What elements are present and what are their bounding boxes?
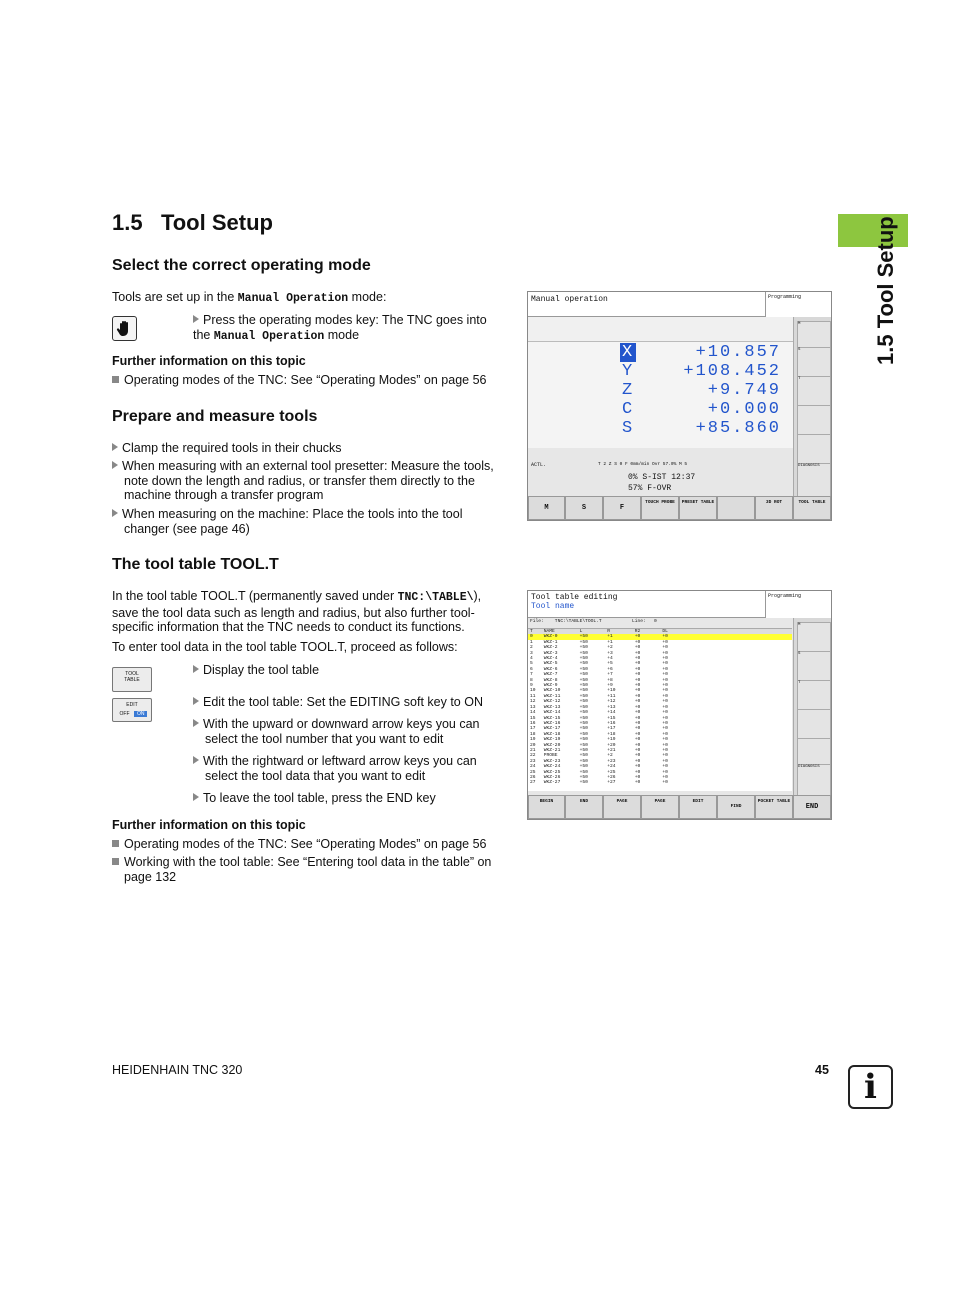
side-key-label: DIAGNOSIS	[798, 464, 820, 468]
edit-softkey-label: EDIT	[126, 702, 138, 708]
position-display	[528, 342, 794, 448]
further-info-item: Operating modes of the TNC: See “Operating Modes” on page 56	[112, 373, 512, 388]
triangle-icon	[112, 509, 118, 517]
softkey-m[interactable]: M	[528, 496, 565, 520]
table-row[interactable]: 4 WKZ-4 +50 +4 +0 +0	[530, 656, 668, 662]
side-key-label: DIAGNOSIS	[798, 765, 820, 769]
further-info-item: Working with the tool table: See “Entering tool data in the table” on page 132	[112, 855, 512, 884]
screen-mode: Programming	[765, 292, 831, 317]
manual-operation-screen	[527, 291, 832, 521]
triangle-icon	[112, 461, 118, 469]
further-info-item: Operating modes of the TNC: See “Operating Modes” on page 56	[112, 837, 512, 852]
softkey-s[interactable]: S	[565, 496, 603, 520]
table-row[interactable]: 26 WKZ-26 +50 +26 +0 +0	[530, 774, 668, 780]
tool-table-screen	[527, 590, 832, 820]
step-press-mode-key: Press the operating modes key: The TNC goes into the Manual Operation mode	[193, 313, 487, 343]
table-row[interactable]: 14 WKZ-14 +50 +14 +0 +0	[530, 710, 668, 716]
tool-table-softkey-label: TOOL TABLE	[124, 671, 140, 683]
tool-table-paragraph: In the tool table TOOL.T (permanently saved under TNC:\TABLE\), save the tool data such as length and radius, but also further tool-specific information that the TNC needs to conduct its functions.	[112, 589, 482, 634]
table-row[interactable]: 25 WKZ-25 +50 +25 +0 +0	[530, 769, 668, 775]
softkey-end-table[interactable]: END	[793, 795, 831, 819]
side-key-label: T	[798, 377, 801, 381]
list-item: Clamp the required tools in their chucks	[112, 441, 507, 456]
softkey-page-down[interactable]: PAGE	[641, 795, 679, 819]
softkey-end[interactable]: END	[565, 795, 603, 819]
table-body	[528, 634, 792, 785]
softkey-empty[interactable]	[717, 496, 755, 520]
section-title: 1.5 Tool Setup	[112, 210, 273, 235]
softkey-begin[interactable]: BEGIN	[528, 795, 565, 819]
table-row[interactable]: 27 WKZ-27 +50 +27 +0 +0	[530, 780, 668, 786]
manual-operation-key[interactable]	[112, 316, 137, 341]
table-row[interactable]: 11 WKZ-11 +50 +11 +0 +0	[530, 693, 668, 699]
step-select-tool: With the upward or downward arrow keys you can select the tool number that you want to edit	[193, 717, 503, 746]
table-row[interactable]: 8 WKZ-8 +50 +8 +0 +0	[530, 677, 668, 683]
info-icon-glyph: i	[864, 1067, 877, 1107]
softkey-find[interactable]: FIND	[717, 795, 755, 819]
table-row[interactable]: 22 PROBE +50 +2 +0 +0	[530, 753, 668, 759]
table-row[interactable]: 12 WKZ-12 +50 +12 +0 +0	[530, 699, 668, 705]
screen-mode: Programming	[765, 591, 831, 618]
info-icon	[848, 1065, 893, 1109]
triangle-icon	[193, 719, 199, 727]
screen-title: Manual operation	[528, 292, 766, 317]
square-bullet-icon	[112, 376, 119, 383]
list-item: When measuring with an external tool presetter: Measure the tools, note down the length and radius, or transfer them directly to the machine through a transfer program	[112, 459, 507, 503]
table-row[interactable]: 16 WKZ-16 +50 +16 +0 +0	[530, 720, 668, 726]
hand-icon	[113, 317, 136, 340]
triangle-icon	[193, 793, 199, 801]
side-key-label: S	[798, 348, 801, 352]
axis-label: C	[622, 400, 635, 419]
intro-text: Tools are set up in the Manual Operation mode:	[112, 290, 387, 305]
axis-value: +10.857	[695, 343, 781, 362]
step-display-table: Display the tool table	[193, 663, 503, 678]
step-edit-table: Edit the tool table: Set the EDITING soft key to ON	[193, 695, 503, 710]
subheading-tool-table: The tool table TOOL.T	[112, 556, 279, 573]
table-row[interactable]: 3 WKZ-3 +50 +3 +0 +0	[530, 650, 668, 656]
table-row[interactable]: 9 WKZ-9 +50 +9 +0 +0	[530, 683, 668, 689]
screen-title	[528, 591, 766, 618]
status-feed: 57% F-OVR	[628, 484, 672, 493]
triangle-icon	[193, 665, 199, 673]
table-row[interactable]: 20 WKZ-20 +50 +20 +0 +0	[530, 742, 668, 748]
table-row[interactable]: 2 WKZ-2 +50 +2 +0 +0	[530, 645, 668, 651]
side-key-label: T	[798, 681, 801, 685]
side-key-label: M	[798, 623, 801, 627]
softkey-page-up[interactable]: PAGE	[603, 795, 641, 819]
table-row[interactable]: 5 WKZ-5 +50 +5 +0 +0	[530, 661, 668, 667]
table-row[interactable]: 13 WKZ-13 +50 +13 +0 +0	[530, 704, 668, 710]
tool-table-softkey[interactable]	[112, 667, 152, 692]
status-row: T 2 Z S 0 F 0mm/min Ovr 57.0% M 5	[598, 462, 688, 467]
table-row[interactable]: 19 WKZ-19 +50 +19 +0 +0	[530, 737, 668, 743]
triangle-icon	[193, 756, 199, 764]
table-row[interactable]: 21 WKZ-21 +50 +21 +0 +0	[530, 747, 668, 753]
screen-title-text: Tool table editing	[531, 593, 618, 602]
subheading-operating-mode: Select the correct operating mode	[112, 257, 371, 274]
triangle-icon	[193, 697, 199, 705]
side-tab-title: 1.5 Tool Setup	[873, 216, 898, 365]
further-info-title-2: Further information on this topic	[112, 818, 306, 832]
file-line: File: TNC:\TABLE\TOOL.T Line: 0	[530, 619, 657, 624]
axis-value: +85.860	[695, 419, 781, 438]
page-number: 45	[815, 1063, 829, 1077]
table-row[interactable]: 6 WKZ-6 +50 +6 +0 +0	[530, 666, 668, 672]
list-item: When measuring on the machine: Place the tools into the tool changer (see page 46)	[112, 507, 507, 536]
table-row[interactable]: 0 WKZ-0 +50 +1 +0 +0	[528, 634, 792, 639]
triangle-icon	[193, 315, 199, 323]
softkey-touch-probe[interactable]: TOUCH PROBE	[641, 496, 679, 520]
tool-table	[528, 628, 792, 791]
softkey-edit[interactable]: EDIT	[679, 795, 717, 819]
edit-softkey[interactable]	[112, 698, 152, 722]
side-key-label: S	[798, 652, 801, 656]
table-row[interactable]: 15 WKZ-15 +50 +15 +0 +0	[530, 715, 668, 721]
axis-label: X	[622, 343, 635, 362]
further-info-title-1: Further information on this topic	[112, 354, 306, 368]
status-actl: ACTL.	[531, 462, 547, 468]
axis-value: +9.749	[707, 381, 781, 400]
edit-off-label: OFF	[119, 711, 130, 717]
step-leave-table: To leave the tool table, press the END key	[193, 791, 503, 806]
softkey-tool-table[interactable]: TOOL TABLE	[793, 496, 831, 520]
square-bullet-icon	[112, 840, 119, 847]
table-row[interactable]: 10 WKZ-10 +50 +10 +0 +0	[530, 688, 668, 694]
table-row[interactable]: 17 WKZ-17 +50 +17 +0 +0	[530, 726, 668, 732]
table-row[interactable]: 7 WKZ-7 +50 +7 +0 +0	[530, 672, 668, 678]
subheading-prepare-tools: Prepare and measure tools	[112, 408, 318, 425]
status-spindle: 0% S-IST 12:37	[628, 473, 696, 482]
table-row[interactable]: 18 WKZ-18 +50 +18 +0 +0	[530, 731, 668, 737]
table-header: T NAME L R R2 DL	[528, 629, 792, 634]
softkey-pocket-table[interactable]: POCKET TABLE	[755, 795, 793, 819]
table-row[interactable]: 23 WKZ-23 +50 +23 +0 +0	[530, 758, 668, 764]
side-key-label: M	[798, 322, 801, 326]
screen-subtitle: Tool name	[531, 602, 575, 611]
softkey-3d-rot[interactable]: 3D ROT	[755, 496, 793, 520]
axis-label: Y	[622, 362, 635, 381]
softkey-preset-table[interactable]: PRESET TABLE	[679, 496, 717, 520]
table-row[interactable]: 1 WKZ-1 +50 +1 +0 +0	[530, 639, 668, 645]
side-key-diagnosis[interactable]	[797, 463, 831, 499]
triangle-icon	[112, 443, 118, 451]
axis-label: S	[622, 419, 635, 438]
edit-on-label: ON	[134, 711, 148, 717]
tool-table-instructions: To enter tool data in the tool table TOOL.T, proceed as follows:	[112, 640, 458, 654]
square-bullet-icon	[112, 858, 119, 865]
axis-label: Z	[622, 381, 635, 400]
step-select-data: With the rightward or leftward arrow keys you can select the tool data that you want to edit	[193, 754, 503, 783]
footer-product: HEIDENHAIN TNC 320	[112, 1063, 243, 1077]
softkey-f[interactable]: F	[603, 496, 641, 520]
table-row[interactable]: 24 WKZ-24 +50 +24 +0 +0	[530, 764, 668, 770]
axis-value: +0.000	[707, 400, 781, 419]
axis-value: +108.452	[683, 362, 781, 381]
